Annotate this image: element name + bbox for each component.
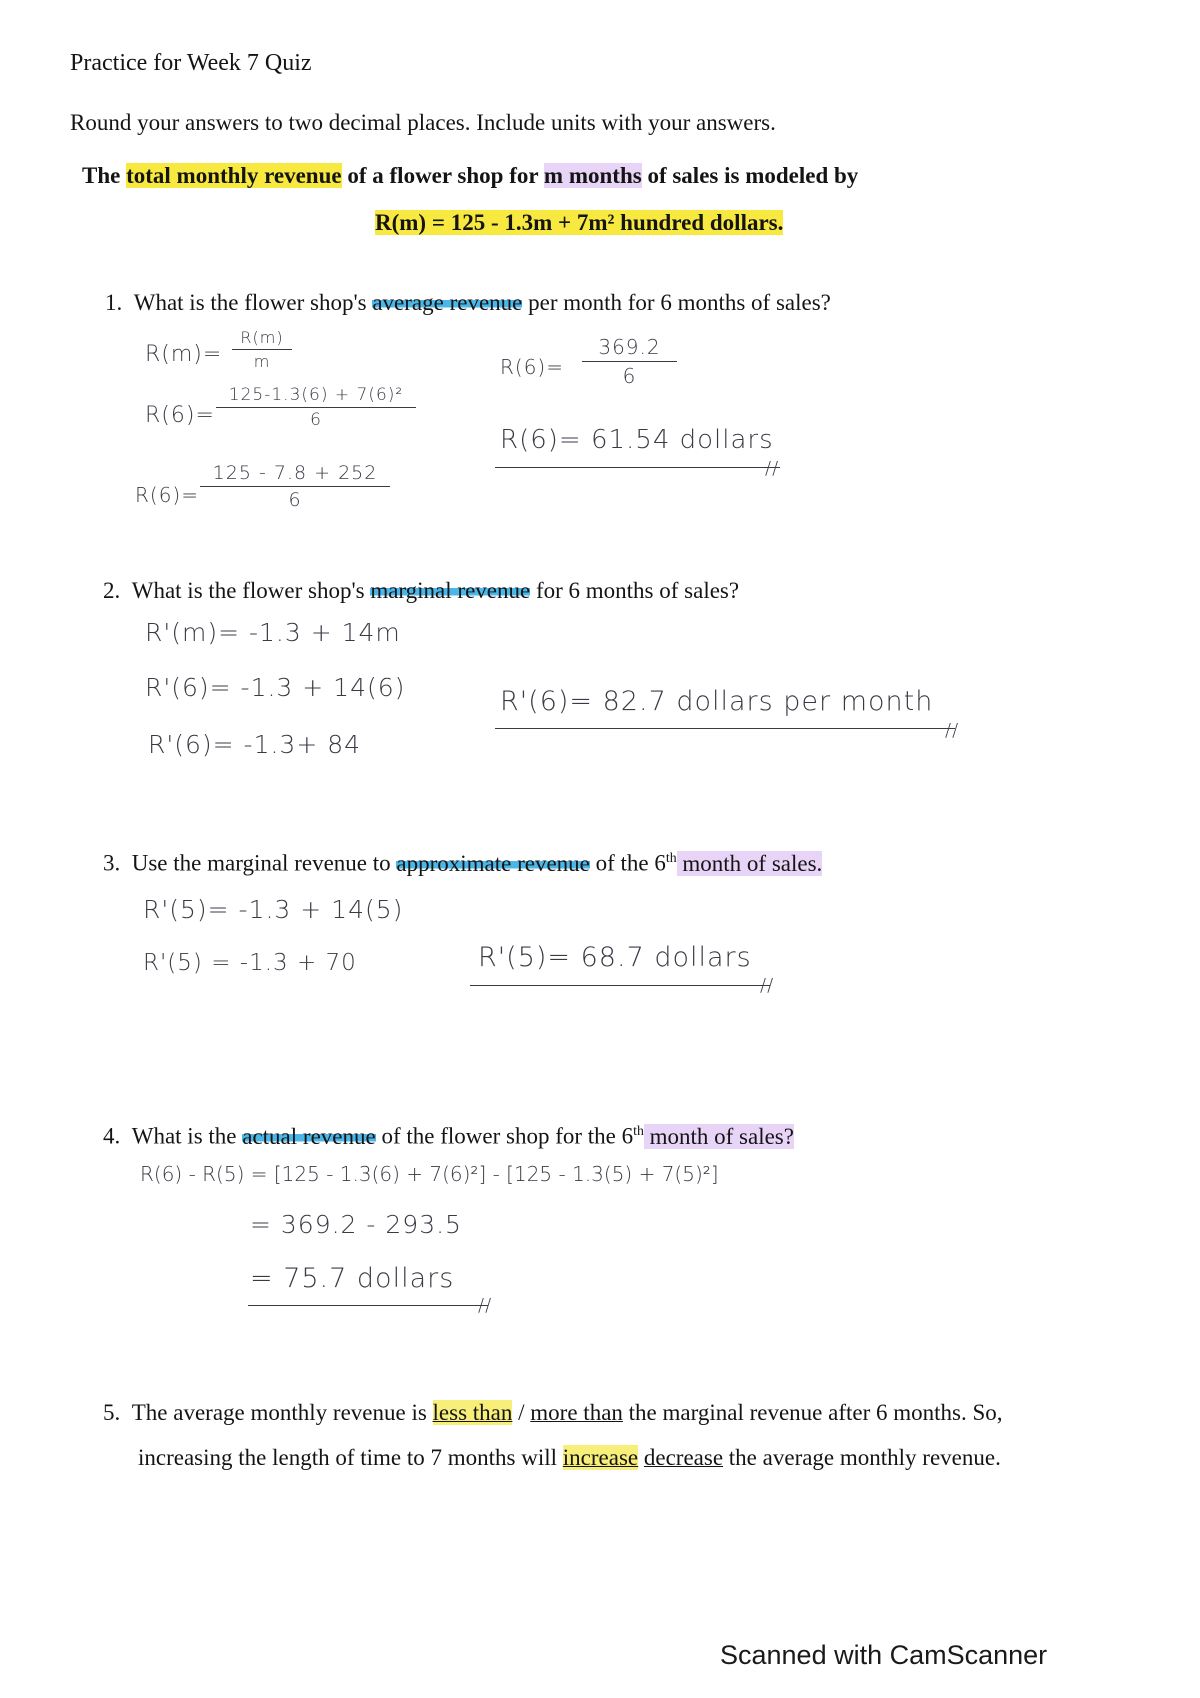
q5-option-decrease: decrease [643, 1445, 724, 1470]
q1-res-fraction [582, 335, 677, 388]
q4-check-mark: // [478, 1295, 493, 1316]
q1-def-den: m [253, 352, 271, 371]
question-5-line-1 [103, 1400, 1003, 1426]
question-4 [103, 1123, 794, 1150]
q3-answer: R'(5)= 68.7 dollars [478, 942, 752, 973]
q1-answer-underline [495, 467, 780, 468]
model-intro [82, 163, 858, 189]
q1-simp-lhs: R(6)= [135, 483, 199, 507]
model-intro-pre: The [82, 163, 127, 188]
q4-answer: = 75.7 dollars [250, 1263, 455, 1294]
q2-work-line-3: R'(6)= -1.3+ 84 [148, 730, 362, 759]
q3-work-line-2: R'(5) = -1.3 + 70 [143, 950, 357, 976]
q1-text-highlight: average revenue [372, 290, 523, 315]
q5-option-less-than: less than [432, 1400, 513, 1425]
q1-text-pre: What is the flower shop's [133, 290, 373, 315]
q1-sub-den: 6 [310, 410, 322, 430]
q1-def-bar [232, 349, 292, 350]
q5-sep-1: / [512, 1400, 531, 1425]
q3-number: 3. [103, 850, 121, 876]
q2-work-line-2: R'(6)= -1.3 + 14(6) [145, 673, 406, 702]
model-intro-highlight: total monthly revenue [126, 163, 342, 188]
q5-line2-post: the average monthly revenue. [723, 1445, 1001, 1470]
q1-res-num: 369.2 [598, 335, 661, 359]
q3-work-line-1: R'(5)= -1.3 + 14(5) [143, 895, 404, 924]
q4-answer-underline [248, 1305, 488, 1306]
q1-simp-bar [200, 486, 390, 487]
q5-option-increase: increase [562, 1445, 639, 1470]
q3-text-sup: th [665, 850, 677, 865]
q1-simp-den: 6 [288, 489, 302, 511]
q4-number: 4. [103, 1123, 121, 1149]
scanner-watermark: Scanned with CamScanner [720, 1640, 1048, 1670]
q4-text-post-b: month of sales? [643, 1123, 794, 1149]
q1-simp-num: 125 - 7.8 + 252 [212, 462, 378, 484]
q1-answer: R(6)= 61.54 dollars [500, 425, 774, 455]
q5-number: 5. [103, 1400, 121, 1425]
q4-text-post-a: of the flower shop for the 6 [375, 1123, 634, 1149]
instructions-text: Round your answers to two decimal places. Include units with your answers. [70, 110, 776, 135]
q3-text-post-b: month of sales. [676, 850, 823, 876]
q1-sub-lhs: R(6)= [145, 403, 215, 428]
q1-check-mark: // [765, 458, 780, 479]
q1-res-lhs: R(6)= [500, 355, 564, 379]
q1-res-den: 6 [622, 364, 637, 388]
model-formula-text: R(m) = 125 - 1.3m + 7m² hundred dollars. [375, 210, 784, 235]
question-1 [105, 290, 831, 316]
q5-option-more-than: more than [530, 1400, 623, 1425]
q2-text-post: for 6 months of sales? [530, 578, 740, 603]
model-intro-post: of sales is modeled by [641, 163, 859, 188]
q4-work-line-1: R(6) - R(5) = [125 - 1.3(6) + 7(6)²] - [125 - 1.3(5) + 7(5)²] [140, 1162, 719, 1186]
q1-res-bar [582, 361, 677, 362]
q1-def-fraction [232, 328, 292, 371]
q2-number: 2. [103, 578, 121, 603]
q1-simp-fraction [200, 462, 390, 511]
q1-text-post: per month for 6 months of sales? [522, 290, 831, 315]
q2-answer-underline [495, 728, 955, 729]
q1-sub-bar [216, 407, 416, 408]
page-title: Practice for Week 7 Quiz [70, 50, 312, 76]
q4-text-highlight: actual revenue [242, 1123, 376, 1149]
q4-work-line-2: = 369.2 - 293.5 [250, 1210, 462, 1239]
q3-answer-underline [470, 985, 770, 986]
q4-text-sup: th [633, 1123, 644, 1138]
model-intro-m: m months [543, 163, 642, 188]
model-intro-mid: of a flower shop for [341, 163, 544, 188]
q1-def-num: R(m) [240, 328, 284, 347]
q2-text-highlight: marginal revenue [370, 578, 531, 603]
q5-line1-post: the marginal revenue after 6 months. So, [622, 1400, 1003, 1425]
q1-sub-num: 125-1.3(6) + 7(6)² [228, 385, 404, 405]
q1-number: 1. [105, 290, 123, 315]
q5-line1-pre: The average monthly revenue is [131, 1400, 433, 1425]
model-formula [375, 210, 783, 236]
q3-check-mark: // [760, 975, 775, 996]
q4-text-pre: What is the [131, 1123, 243, 1149]
q2-text-pre: What is the flower shop's [131, 578, 371, 603]
question-5-line-2 [138, 1445, 1001, 1471]
q2-work-line-1: R'(m)= -1.3 + 14m [145, 618, 401, 647]
q3-text-highlight: approximate revenue [396, 850, 590, 876]
question-3 [103, 850, 822, 877]
q2-check-mark: // [945, 720, 960, 741]
q3-text-pre: Use the marginal revenue to [131, 850, 397, 876]
question-2 [103, 578, 739, 604]
q1-def-lhs: R(m)= [145, 342, 223, 367]
q3-text-post-a: of the 6 [589, 850, 666, 876]
q5-line2-pre: increasing the length of time to 7 months will [138, 1445, 563, 1470]
q2-answer: R'(6)= 82.7 dollars per month [500, 686, 934, 717]
q1-sub-fraction [216, 385, 416, 430]
